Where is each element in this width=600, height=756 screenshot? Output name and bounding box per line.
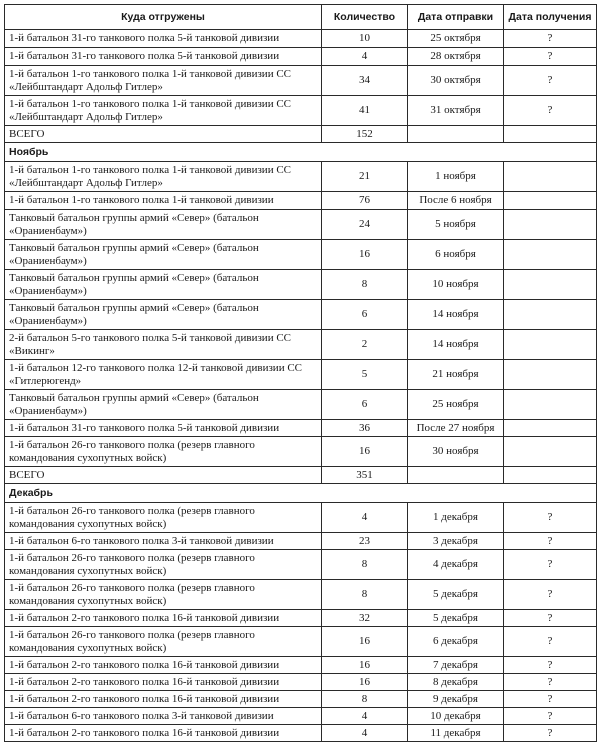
table-row	[5, 96, 597, 126]
destination-cell: 1-й батальон 1-го танкового полка 1-й танковой дивизии	[5, 192, 322, 210]
destination-cell: Танковый батальон группы армий «Север» (батальон «Ораниенбаум»)	[5, 240, 322, 270]
receive-date-cell	[504, 330, 597, 360]
receive-date-cell	[504, 300, 597, 330]
destination-cell: Танковый батальон группы армий «Север» (батальон «Ораниенбаум»)	[5, 210, 322, 240]
destination-cell: 1-й батальон 2-го танкового полка 16-й танковой дивизии	[5, 657, 322, 674]
ship-date-cell: 1 декабря	[408, 503, 504, 533]
ship-date-cell: 5 декабря	[408, 610, 504, 627]
destination-cell: Танковый батальон группы армий «Север» (батальон «Ораниенбаум»)	[5, 390, 322, 420]
table-row	[5, 533, 597, 550]
destination-cell: 1-й батальон 2-го танкового полка 16-й танковой дивизии	[5, 610, 322, 627]
receive-date-cell: ?	[504, 580, 597, 610]
table-row	[5, 66, 597, 96]
destination-cell: 1-й батальон 12-го танкового полка 12-й танковой дивизии СС «Гитлерюгенд»	[5, 360, 322, 390]
ship-date-cell: 6 ноября	[408, 240, 504, 270]
table-row	[5, 30, 597, 48]
table-row	[5, 691, 597, 708]
quantity-cell: 21	[322, 162, 408, 192]
ship-date-cell: 6 декабря	[408, 627, 504, 657]
quantity-cell: 16	[322, 674, 408, 691]
table-row	[5, 674, 597, 691]
table-row	[5, 360, 597, 390]
receive-date-cell: ?	[504, 691, 597, 708]
destination-cell: 1-й батальон 2-го танкового полка 16-й танковой дивизии	[5, 725, 322, 742]
ship-date-cell: 10 декабря	[408, 708, 504, 725]
header-quantity: Количество	[322, 5, 408, 30]
ship-date-cell: 11 декабря	[408, 725, 504, 742]
header-ship-date: Дата отправки	[408, 5, 504, 30]
quantity-cell: 76	[322, 192, 408, 210]
table-row	[5, 580, 597, 610]
quantity-cell: 8	[322, 580, 408, 610]
quantity-cell: 8	[322, 270, 408, 300]
receive-date-cell: ?	[504, 30, 597, 48]
quantity-cell: 8	[322, 691, 408, 708]
table-row	[5, 162, 597, 192]
destination-cell: 1-й батальон 1-го танкового полка 1-й танковой дивизии СС «Лейбштандарт Адольф Гитлер»	[5, 162, 322, 192]
table-row	[5, 708, 597, 725]
table-row	[5, 420, 597, 437]
quantity-cell: 16	[322, 627, 408, 657]
quantity-cell: 36	[322, 420, 408, 437]
quantity-cell: 16	[322, 657, 408, 674]
table-row	[5, 725, 597, 742]
table-row	[5, 437, 597, 467]
receive-date-cell	[504, 240, 597, 270]
destination-cell: 1-й батальон 1-го танкового полка 1-й танковой дивизии СС «Лейбштандарт Адольф Гитлер»	[5, 96, 322, 126]
header-receive-date: Дата получения	[504, 5, 597, 30]
destination-cell: ВСЕГО	[5, 126, 322, 143]
quantity-cell: 8	[322, 550, 408, 580]
ship-date-cell: 14 ноября	[408, 300, 504, 330]
total-row	[5, 467, 597, 484]
receive-date-cell: ?	[504, 725, 597, 742]
table-row	[5, 210, 597, 240]
table-row	[5, 240, 597, 270]
quantity-cell: 41	[322, 96, 408, 126]
receive-date-cell	[504, 437, 597, 467]
ship-date-cell: 30 ноября	[408, 437, 504, 467]
ship-date-cell: После 27 ноября	[408, 420, 504, 437]
receive-date-cell	[504, 192, 597, 210]
destination-cell: 1-й батальон 26-го танкового полка (резерв главного командования сухопутных войск)	[5, 503, 322, 533]
receive-date-cell	[504, 467, 597, 484]
destination-cell: 1-й батальон 31-го танкового полка 5-й танковой дивизии	[5, 30, 322, 48]
ship-date-cell	[408, 126, 504, 143]
table-row	[5, 390, 597, 420]
receive-date-cell: ?	[504, 657, 597, 674]
receive-date-cell: ?	[504, 627, 597, 657]
ship-date-cell: 25 ноября	[408, 390, 504, 420]
quantity-cell: 4	[322, 48, 408, 66]
receive-date-cell	[504, 360, 597, 390]
ship-date-cell: 8 декабря	[408, 674, 504, 691]
receive-date-cell: ?	[504, 550, 597, 580]
destination-cell: 1-й батальон 1-го танкового полка 1-й танковой дивизии СС «Лейбштандарт Адольф Гитлер»	[5, 66, 322, 96]
receive-date-cell: ?	[504, 610, 597, 627]
destination-cell: 2-й батальон 5-го танкового полка 5-й танковой дивизии СС «Викинг»	[5, 330, 322, 360]
destination-cell: ВСЕГО	[5, 467, 322, 484]
destination-cell: 1-й батальон 26-го танкового полка (резерв главного командования сухопутных войск)	[5, 580, 322, 610]
ship-date-cell: 3 декабря	[408, 533, 504, 550]
quantity-cell: 10	[322, 30, 408, 48]
destination-cell: 1-й батальон 26-го танкового полка (резерв главного командования сухопутных войск)	[5, 550, 322, 580]
table-row	[5, 657, 597, 674]
receive-date-cell: ?	[504, 66, 597, 96]
ship-date-cell: 21 ноября	[408, 360, 504, 390]
receive-date-cell: ?	[504, 708, 597, 725]
header-destination: Куда отгружены	[5, 5, 322, 30]
quantity-cell: 4	[322, 725, 408, 742]
destination-cell: 1-й батальон 6-го танкового полка 3-й танковой дивизии	[5, 533, 322, 550]
section-label: Декабрь	[5, 484, 597, 503]
quantity-cell: 16	[322, 240, 408, 270]
ship-date-cell: 1 ноября	[408, 162, 504, 192]
ship-date-cell: 5 декабря	[408, 580, 504, 610]
receive-date-cell	[504, 390, 597, 420]
table-row	[5, 610, 597, 627]
destination-cell: 1-й батальон 26-го танкового полка (резерв главного командования сухопутных войск)	[5, 627, 322, 657]
quantity-cell: 6	[322, 300, 408, 330]
section-row	[5, 484, 597, 503]
receive-date-cell: ?	[504, 503, 597, 533]
destination-cell: 1-й батальон 31-го танкового полка 5-й танковой дивизии	[5, 420, 322, 437]
table-row	[5, 48, 597, 66]
table-body	[5, 30, 597, 742]
ship-date-cell: 7 декабря	[408, 657, 504, 674]
quantity-cell: 4	[322, 708, 408, 725]
table-row	[5, 503, 597, 533]
table-row	[5, 270, 597, 300]
table-row	[5, 300, 597, 330]
ship-date-cell: 28 октября	[408, 48, 504, 66]
ship-date-cell: 30 октября	[408, 66, 504, 96]
destination-cell: 1-й батальон 2-го танкового полка 16-й танковой дивизии	[5, 674, 322, 691]
ship-date-cell: 31 октября	[408, 96, 504, 126]
receive-date-cell: ?	[504, 533, 597, 550]
receive-date-cell: ?	[504, 96, 597, 126]
ship-date-cell: 14 ноября	[408, 330, 504, 360]
destination-cell: Танковый батальон группы армий «Север» (батальон «Ораниенбаум»)	[5, 270, 322, 300]
destination-cell: 1-й батальон 26-го танкового полка (резерв главного командования сухопутных войск)	[5, 437, 322, 467]
receive-date-cell	[504, 420, 597, 437]
quantity-cell: 34	[322, 66, 408, 96]
table-row	[5, 627, 597, 657]
quantity-cell: 351	[322, 467, 408, 484]
ship-date-cell: 10 ноября	[408, 270, 504, 300]
ship-date-cell: 5 ноября	[408, 210, 504, 240]
receive-date-cell: ?	[504, 48, 597, 66]
receive-date-cell: ?	[504, 674, 597, 691]
table-row	[5, 330, 597, 360]
quantity-cell: 5	[322, 360, 408, 390]
destination-cell: Танковый батальон группы армий «Север» (батальон «Ораниенбаум»)	[5, 300, 322, 330]
destination-cell: 1-й батальон 31-го танкового полка 5-й танковой дивизии	[5, 48, 322, 66]
quantity-cell: 32	[322, 610, 408, 627]
quantity-cell: 16	[322, 437, 408, 467]
receive-date-cell	[504, 210, 597, 240]
shipment-table	[4, 4, 597, 742]
section-label: Ноябрь	[5, 143, 597, 162]
quantity-cell: 24	[322, 210, 408, 240]
table-row	[5, 192, 597, 210]
quantity-cell: 2	[322, 330, 408, 360]
receive-date-cell	[504, 162, 597, 192]
table-row	[5, 550, 597, 580]
ship-date-cell: 4 декабря	[408, 550, 504, 580]
ship-date-cell	[408, 467, 504, 484]
ship-date-cell: После 6 ноября	[408, 192, 504, 210]
total-row	[5, 126, 597, 143]
ship-date-cell: 9 декабря	[408, 691, 504, 708]
quantity-cell: 6	[322, 390, 408, 420]
receive-date-cell	[504, 270, 597, 300]
section-row	[5, 143, 597, 162]
quantity-cell: 152	[322, 126, 408, 143]
ship-date-cell: 25 октября	[408, 30, 504, 48]
quantity-cell: 4	[322, 503, 408, 533]
destination-cell: 1-й батальон 2-го танкового полка 16-й танковой дивизии	[5, 691, 322, 708]
receive-date-cell	[504, 126, 597, 143]
destination-cell: 1-й батальон 6-го танкового полка 3-й танковой дивизии	[5, 708, 322, 725]
table-header-row	[5, 5, 597, 30]
quantity-cell: 23	[322, 533, 408, 550]
